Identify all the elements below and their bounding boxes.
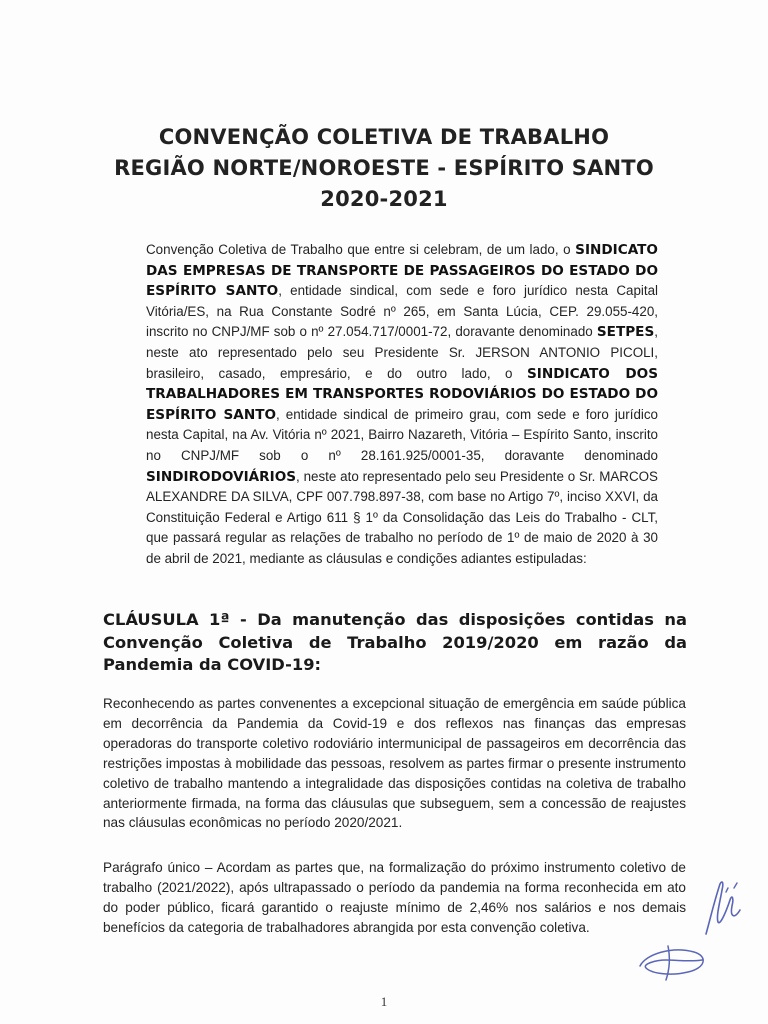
- document-title: [0, 122, 768, 215]
- workers-union-name: SINDICATO DOS TRABALHADORES EM TRANSPORTES RODOVIÁRIOS DO ESTADO DO ESPÍRITO SANTO: [146, 365, 658, 423]
- title-line-2: REGIÃO NORTE/NOROESTE - ESPÍRITO SANTO: [114, 156, 654, 180]
- title-line-3: 2020-2021: [320, 187, 448, 211]
- employer-union-name: SINDICATO DAS EMPRESAS DE TRANSPORTE DE PASSAGEIROS DO ESTADO DO ESPÍRITO SANTO: [146, 242, 658, 300]
- intro-text-5: , neste ato representado pelo seu Presidente o Sr. MARCOS ALEXANDRE DA SILVA, CPF 007.798.897-38, com base no Artigo 7º, inciso XXVI, da Constituição Federal e Artigo 611 § 1º da Consolidação das Leis do Trabalho - CLT, que passará regular as relações de trabalho no período de 1º de maio de 2020 à 30 de abril de 2021, mediante as cláusulas e condições adiantes estipuladas:: [146, 468, 658, 566]
- intro-text-2: , entidade sindical, com sede e foro jurídico nesta Capital Vitória/ES, na Rua Constante Sodré nº 265, em Santa Lúcia, CEP. 29.055-420, inscrito no CNPJ/MF sob o nº 27.054.717/0001-72, doravante denominado: [146, 283, 659, 340]
- intro-text-4: , entidade sindical de primeiro grau, com sede e foro jurídico nesta Capital, na Av. Vitória nº 2021, Bairro Nazareth, Vitória – Espírito Santo, inscrito no CNPJ/MF sob o nº 28.161.925/0001-35, doravante denominado: [146, 406, 659, 463]
- initials-signature-icon: [700, 872, 748, 942]
- clause-1-heading: CLÁUSULA 1ª - Da manutenção das disposições contidas na Convenção Coletiva de Trabalho 2019/2020 em razão da Pandemia da COVID-19:: [103, 610, 687, 674]
- employer-union-acronym: SETPES: [596, 324, 655, 341]
- page-number: 1: [380, 994, 388, 1009]
- intro-paragraph: [146, 240, 658, 570]
- intro-text-1: Convenção Coletiva de Trabalho que entre si celebram, de um lado, o: [146, 242, 576, 257]
- intro-text-3: , neste ato representado pelo seu Presidente Sr. JERSON ANTONIO PICOLI, brasileiro, casado, empresário, e do outro lado, o: [146, 324, 658, 381]
- rubric-signature-icon: [632, 936, 722, 986]
- workers-union-acronym: SINDIRODOVIÁRIOS: [146, 468, 297, 485]
- clause-1-body: Reconhecendo as partes convenentes a excepcional situação de emergência em saúde pública em decorrência da Pandemia da Covid-19 e dos reflexos nas finanças das empresas operadoras do transporte coletivo rodoviário intermunicipal de passageiros em decorrência das restrições impostas à mobilidade das pessoas, resolvem as partes firmar o presente instrumento coletivo de trabalho mantendo a integralidade das disposições contidas na coletiva de trabalho anteriormente firmada, na forma das cláusulas que subseguem, sem a concessão de reajustes nas cláusulas econômicas no período 2020/2021.: [103, 696, 686, 831]
- title-line-1: CONVENÇÃO COLETIVA DE TRABALHO: [158, 125, 610, 149]
- clause-1-sole-paragraph: Parágrafo único – Acordam as partes que, na formalização do próximo instrumento coletivo de trabalho (2021/2022), após ultrapassado o período da pandemia na forma reconhecida em ato do poder público, ficará garantido o reajuste mínimo de 2,46% nos salários e nos demais benefícios da categoria de trabalhadores abrangida por esta convenção coletiva.: [103, 860, 686, 935]
